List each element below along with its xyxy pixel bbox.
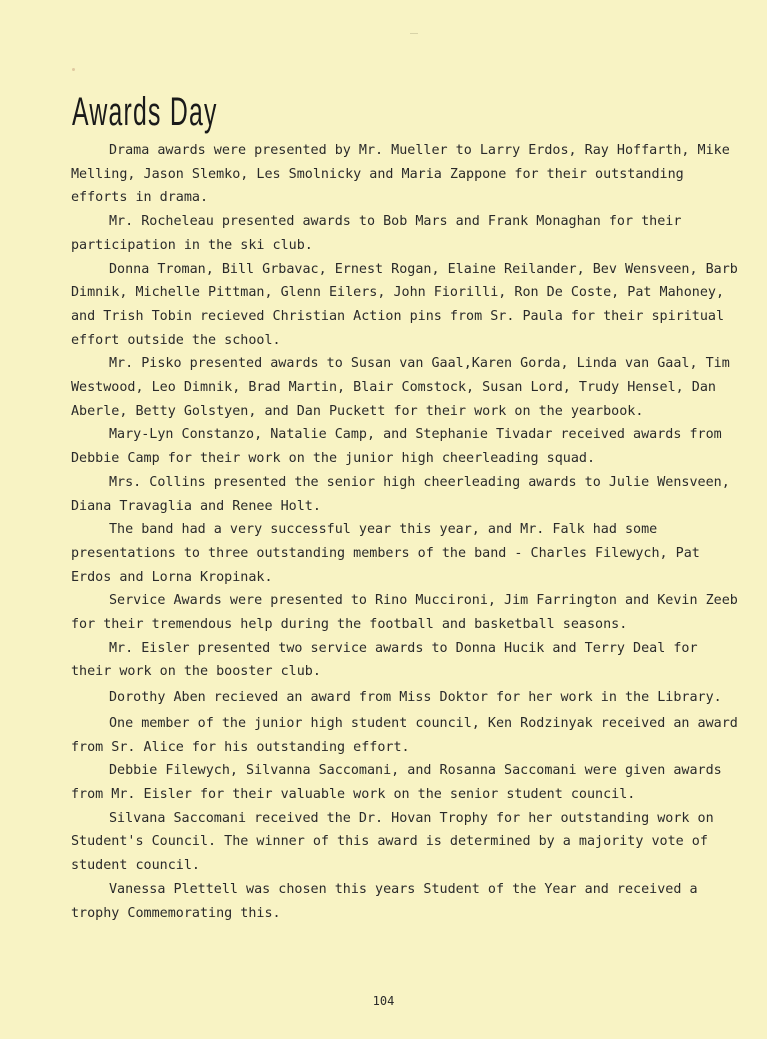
paragraph-service-awards: Service Awards were presented to Rino Muccironi, Jim Farrington and Kevin Zeeb for their tremendous help during the football and basketball seasons. (71, 593, 738, 633)
paragraph-christian-action: Donna Troman, Bill Grbavac, Ernest Rogan, Elaine Reilander, Bev Wensveen, Barb Dimnik, Michelle Pittman, Glenn Eilers, John Fiorilli, Ron De Coste, Pat Mahoney, and Trish Tobin recieved Christian Action pins from Sr. Paula for their spiritual effort outside the school. (71, 261, 738, 348)
paragraph-yearbook: Mr. Pisko presented awards to Susan van Gaal,Karen Gorda, Linda van Gaal, Tim Westwood, Leo Dimnik, Brad Martin, Blair Comstock, Susan Lord, Trudy Hensel, Dan Aberle, Betty Golstyen, and Dan Puckett for their work on the yearbook. (71, 356, 730, 419)
scan-speck (72, 68, 75, 71)
paragraph-student-of-year: Vanessa Plettell was chosen this years Student of the Year and received a trophy Commemorating this. (71, 881, 698, 921)
paragraph-library: Dorothy Aben recieved an award from Miss Doktor for her work in the Library. (109, 690, 722, 706)
page-number: 104 (372, 994, 395, 1008)
article-body (71, 139, 743, 925)
paragraph-senior-cheerleading: Mrs. Collins presented the senior high cheerleading awards to Julie Wensveen, Diana Travaglia and Renee Holt. (71, 474, 730, 514)
paragraph-ski-club: Mr. Rocheleau presented awards to Bob Mars and Frank Monaghan for their participation in the ski club. (71, 214, 682, 253)
paragraph-band: The band had a very successful year this year, and Mr. Falk had some presentations to three outstanding members of the band - Charles Filewych, Pat Erdos and Lorna Kropinak. (71, 522, 700, 585)
paragraph-booster-club: Mr. Eisler presented two service awards to Donna Hucik and Terry Deal for their work on the booster club. (71, 640, 698, 680)
scan-mark (410, 33, 418, 34)
paragraph-junior-cheerleading: Mary-Lyn Constanzo, Natalie Camp, and Stephanie Tivadar received awards from Debbie Camp for their work on the junior high cheerleading squad. (71, 427, 722, 467)
paragraph-hovan-trophy: Silvana Saccomani received the Dr. Hovan Trophy for her outstanding work on Student's Council. The winner of this award is determined by a majority vote of student council. (71, 810, 714, 874)
paragraph-junior-council: One member of the junior high student council, Ken Rodzinyak received an award from Sr. Alice for his outstanding effort. (71, 715, 738, 755)
page-title: Awards Day (72, 90, 218, 134)
paragraph-senior-council: Debbie Filewych, Silvanna Saccomani, and Rosanna Saccomani were given awards from Mr. Eisler for their valuable work on the senior student council. (71, 763, 722, 802)
paragraph-drama-awards: Drama awards were presented by Mr. Mueller to Larry Erdos, Ray Hoffarth, Mike Melling, Jason Slemko, Les Smolnicky and Maria Zappone for their outstanding efforts in drama. (71, 143, 730, 206)
